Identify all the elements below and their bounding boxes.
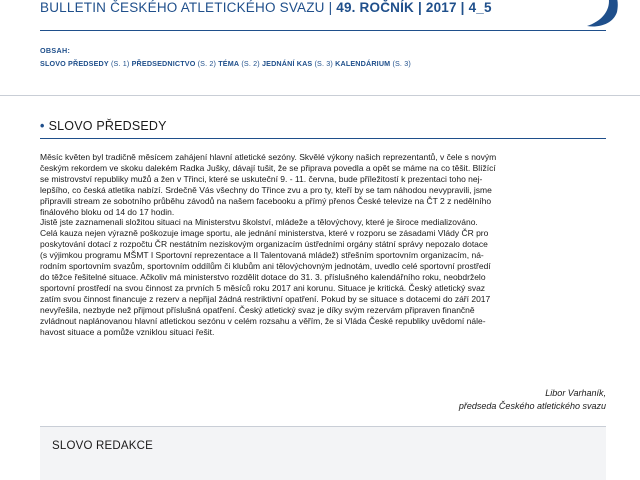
article-line: nevyřešila, nezbyde než přijmout příslušná opatření. Český atletický svaz je díky svým rezervám připraven finančně [40,304,475,315]
article-line: do těžce řešitelné situace. Ačkoliv má ministerstvo rozdělit dotace do 31. 3. příslušného kalendářního roku, neobdrželo [40,271,486,282]
signature-role: předseda Českého atletického svazu [458,401,606,411]
article-line: lepšího, co česká atletika nabízí. Srdečně Vás všechny do Třince zvu a pro ty, kteří by se tam náhodou nevypravili, jsme [40,184,492,195]
toc-item-predsednictvo[interactable]: PŘEDSEDNICTVO (S. 2) [131,59,219,68]
cas-swoosh-icon [583,0,623,28]
article-line: zatím svou činnost financuje z rezerv a nepřijal žádná restriktivní opatření. Pokud by se situace s dotacemi do září 2017 [40,293,491,304]
toc-items [40,59,600,68]
article-line: poskytování dotací z rozpočtu ČR nestátním neziskovým organizacím ústředními orgány státní správy nepozalo dotace [40,239,488,250]
article-line: finálového bloku od 14 do 17 hodin. [40,206,175,217]
toc-item-slovo-predsedy[interactable]: SLOVO PŘEDSEDY (S. 1) [40,59,132,68]
article-line: sportovní prostředí na svou činnost za prvních 5 měsíců roku 2017 ani korunu. Situace je kritická. Český atletický svaz [40,282,486,293]
redakce-box [40,426,606,480]
section-rule [40,138,606,139]
toc-label: OBSAH: [40,46,71,55]
signature-name: Libor Varhaník, [545,388,606,398]
article-line: Měsíc květen byl tradičně měsícem zahájení hlavní atletické sezóny. Skvělé výkony našich reprezentantů, v čele s novým [40,152,497,162]
bulletin-title [40,0,492,15]
redakce-heading: SLOVO REDAKCE [52,440,154,452]
divider [0,95,640,96]
article-line: Jistě jste zaznamenali složitou situaci na Ministerstvu školství, mládeže a tělovýchovy, které je široce medializováno. [40,217,478,228]
toc-item-jednani-kas[interactable]: JEDNÁNÍ KAS (S. 3) [261,59,336,68]
section-heading [40,119,167,133]
toc-item-kalendarium[interactable]: KALENDÁRIUM (S. 3) [335,59,411,68]
article-line: havost situace a pomůže vzniklou situaci řešit. [40,326,215,337]
toc-item-tema[interactable]: TÉMA (S. 2) [218,59,262,68]
header-rule [40,30,606,31]
signature [459,387,606,413]
article-line: rodním sportovním svazům, sportovním oddílům či klubům ani tělovýchovným jednotám, uvedlo celé sportovní prostředí [40,261,491,272]
article-line: připravili stream ze sobotního průběhu závodů na našem facebooku a přímý přenos České televize na ČT 2 z nedělního [40,195,492,206]
table-of-contents [40,46,600,68]
article-line: českým rekordem ve skoku dalekém Radka Jušky, dávají tušit, že se připrava povedla a opět se máme na co těšit. Blížící [40,162,496,173]
section-heading-text: SLOVO PŘEDSEDY [48,119,167,133]
issue-number: 49. ROČNÍK | 2017 | 4_5 [336,0,492,15]
bullet-icon: • [40,119,45,133]
article-line: Celá kauza nejen výrazně poškozuje image sportu, ale jednání ministerstva, které v rozporu se zásadami Vlády ČR pro [40,228,489,239]
article-line: se mistrovství republiky mužů a žen v Třinci, které se uskuteční 9. - 11. června, bude příležitostí k prezentaci toho nej- [40,173,483,184]
article-body [40,152,606,337]
article-line: zvládnout naplánovanou hlavní atletickou sezónu v celém rozsahu a věřím, že si Vláda České republiky uvědomí nále- [40,315,486,326]
article-line: (s výjimkou programu MŠMT I Sportovní reprezentace a II Talentovaná mládež) střešním sportovním organizacím, ná- [40,250,484,261]
bulletin-name: BULLETIN ČESKÉHO ATLETICKÉHO SVAZU | [40,0,337,15]
